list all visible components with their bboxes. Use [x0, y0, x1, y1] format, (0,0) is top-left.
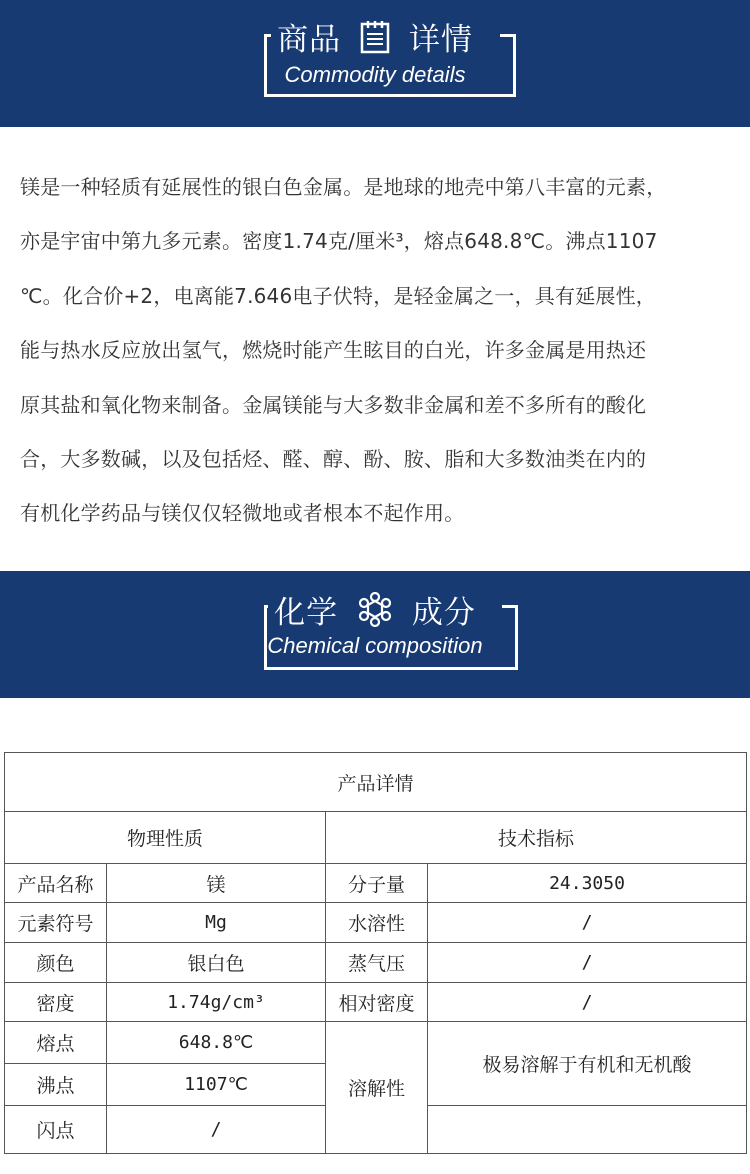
- property-label: 闪点: [5, 1106, 107, 1154]
- property-label: 颜色: [5, 943, 107, 983]
- property-value: 648.8℃: [107, 1022, 326, 1064]
- empty-cell: [428, 1106, 747, 1154]
- description-line: 有机化学药品与镁仅仅轻微地或者根本不起作用。: [20, 501, 465, 526]
- spec-label: 分子量: [326, 864, 428, 903]
- table-row: [5, 1022, 747, 1064]
- property-value: 银白色: [107, 943, 326, 983]
- description-line: ℃。化合价+2，电离能7.646电子伏特，是轻金属之一，具有延展性，: [20, 283, 656, 308]
- notepad-icon: [360, 20, 390, 54]
- product-description: [20, 160, 740, 541]
- solubility-value: 极易溶解于有机和无机酸: [428, 1022, 747, 1106]
- property-value: /: [107, 1106, 326, 1154]
- property-label: 沸点: [5, 1064, 107, 1106]
- property-label: 产品名称: [5, 864, 107, 903]
- header-band-commodity: [0, 0, 750, 127]
- spec-value: /: [428, 983, 747, 1022]
- header-technical-specs: 技术指标: [326, 812, 747, 864]
- table-row: [5, 903, 747, 943]
- property-value: 镁: [107, 864, 326, 903]
- property-value: 1.74g/cm³: [107, 983, 326, 1022]
- table-caption: 产品详情: [5, 753, 747, 812]
- description-line: 原其盐和氧化物来制备。金属镁能与大多数非金属和差不多所有的酸化: [20, 392, 647, 417]
- section-title: 商品 详情: [271, 17, 479, 53]
- section-title: 化学 成分: [268, 590, 482, 626]
- table-row: [5, 864, 747, 903]
- section-subtitle: Chemical composition: [267, 633, 483, 658]
- section-subtitle: Commodity details: [284, 62, 466, 87]
- property-label: 熔点: [5, 1022, 107, 1064]
- spec-label: 水溶性: [326, 903, 428, 943]
- table-row: [5, 983, 747, 1022]
- description-line: 镁是一种轻质有延展性的银白色金属。是地球的地壳中第八丰富的元素，: [20, 175, 667, 199]
- table-caption-row: [5, 753, 747, 812]
- molecule-icon: [355, 592, 395, 628]
- spec-label: 相对密度: [326, 983, 428, 1022]
- table-header-row: [5, 812, 747, 864]
- header-band-chemical: [0, 571, 750, 698]
- spec-label: 蒸气压: [326, 943, 428, 983]
- solubility-label: 溶解性: [326, 1022, 428, 1154]
- spec-table: [4, 752, 747, 1154]
- spec-value: /: [428, 903, 747, 943]
- table-row: [5, 943, 747, 983]
- property-value: Mg: [107, 903, 326, 943]
- property-label: 元素符号: [5, 903, 107, 943]
- spec-value: 24.3050: [428, 864, 747, 903]
- spec-value: /: [428, 943, 747, 983]
- description-line: 合，大多数碱，以及包括烃、醛、醇、酚、胺、脂和大多数油类在内的: [20, 447, 647, 472]
- property-value: 1107℃: [107, 1064, 326, 1106]
- header-physical-properties: 物理性质: [5, 812, 326, 864]
- description-line: 亦是宇宙中第九多元素。密度1.74克/厘米³，熔点648.8℃。沸点1107: [20, 229, 658, 254]
- property-label: 密度: [5, 983, 107, 1022]
- description-line: 能与热水反应放出氢气，燃烧时能产生眩目的白光，许多金属是用热还: [20, 338, 647, 363]
